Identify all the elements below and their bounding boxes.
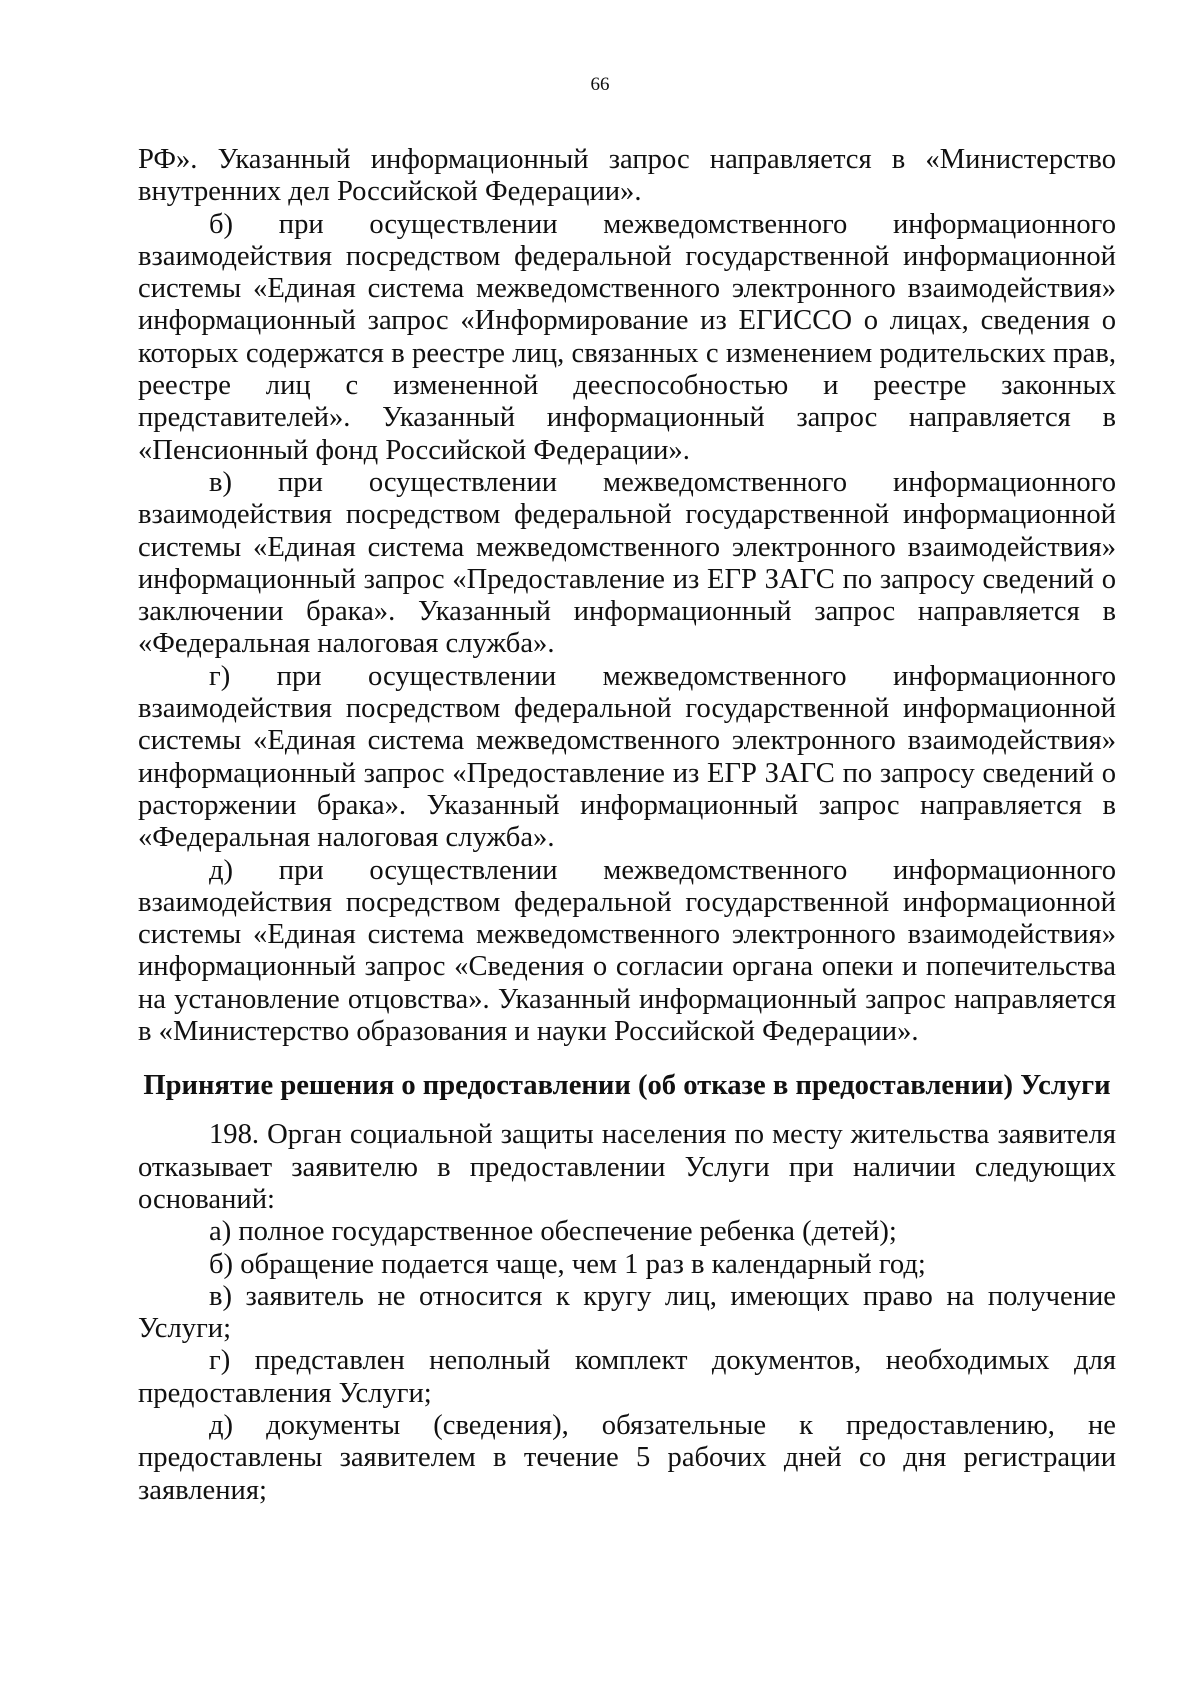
reason-item-g: г) представлен неполный комплект документов, необходимых для предоставления Услуги; <box>138 1345 1116 1409</box>
paragraph-item-d: д) при осуществлении межведомственного информационного взаимодействия посредством федеральной государственной информационной системы «Единая система межведомственного электронного взаимодействия» информационный запрос «Сведения о согласии органа опеки и попечительства на установление отцовства». Указанный информационный запрос направляется в «Министерство образования и науки Российской Федерации». <box>138 854 1116 1048</box>
paragraph-continuation: РФ». Указанный информационный запрос направляется в «Министерство внутренних дел Российской Федерации». <box>138 144 1116 208</box>
paragraph-item-g: г) при осуществлении межведомственного информационного взаимодействия посредством федеральной государственной информационной системы «Единая система межведомственного электронного взаимодействия» информационный запрос «Предоставление из ЕГР ЗАГС по запросу сведений о расторжении брака». Указанный информационный запрос направляется в «Федеральная налоговая служба». <box>138 660 1116 854</box>
page-content <box>138 144 1116 1507</box>
reason-item-b: б) обращение подается чаще, чем 1 раз в календарный год; <box>209 1248 926 1280</box>
reason-item-a: а) полное государственное обеспечение ребенка (детей); <box>209 1216 897 1248</box>
paragraph-198: 198. Орган социальной защиты населения по месту жительства заявителя отказывает заявителю в предоставлении Услуги при наличии следующих оснований: <box>138 1119 1116 1215</box>
reason-item-v: в) заявитель не относится к кругу лиц, имеющих право на получение Услуги; <box>138 1280 1116 1345</box>
paragraph-item-v: в) при осуществлении межведомственного информационного взаимодействия посредством федеральной государственной информационной системы «Единая система межведомственного электронного взаимодействия» информационный запрос «Предоставление из ЕГР ЗАГС по запросу сведений о заключении брака». Указанный информационный запрос направляется в «Федеральная налоговая служба». <box>138 466 1116 660</box>
page-number: 66 <box>590 74 610 95</box>
section-heading: Принятие решения о предоставлении (об отказе в предоставлении) Услуги <box>143 1070 1111 1102</box>
reason-item-d: д) документы (сведения), обязательные к предоставлению, не предоставлены заявителем в течение 5 рабочих дней со дня регистрации заявления; <box>138 1409 1116 1506</box>
paragraph-item-b: б) при осуществлении межведомственного информационного взаимодействия посредством федеральной государственной информационной системы «Единая система межведомственного электронного взаимодействия» информационный запрос «Информирование из ЕГИССО о лицах, сведения о которых содержатся в реестре лиц, связанных с изменением родительских прав, реестре лиц с измененной дееспособностью и реестре законных представителей». Указанный информационный запрос направляется в «Пенсионный фонд Российской Федерации». <box>138 208 1116 466</box>
